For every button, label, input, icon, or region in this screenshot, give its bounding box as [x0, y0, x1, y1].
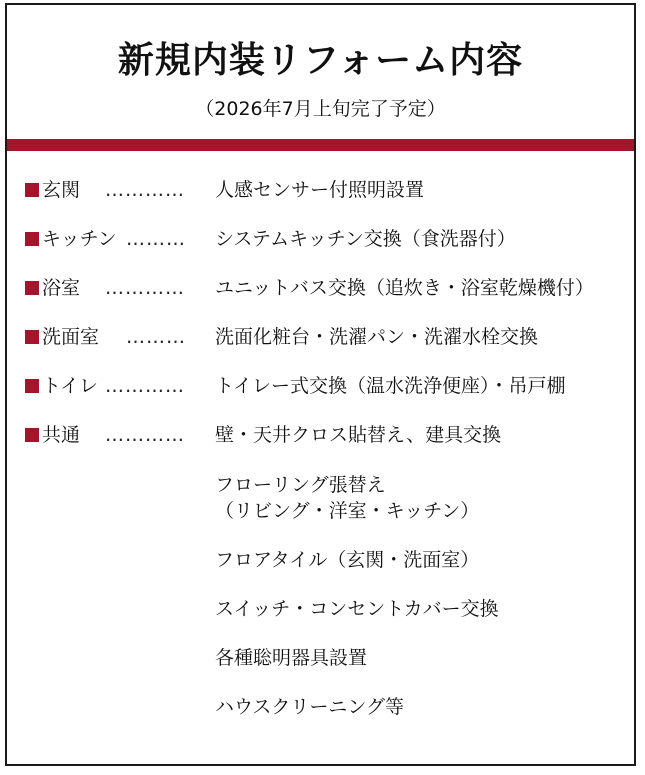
- completion-date: （2026年7月上旬完了予定）: [195, 98, 446, 120]
- dot-leader: …………: [105, 179, 185, 201]
- divider-bar: [7, 139, 634, 151]
- common-extra-switch-cover: [215, 596, 499, 622]
- item-content: トイレー式交換（温水洗浄便座）・吊戸棚: [215, 375, 566, 397]
- extra-line: フロアタイル（玄関・洗面室）: [215, 549, 480, 571]
- dot-leader: ………: [126, 326, 186, 348]
- list-item-kitchen: [25, 224, 630, 273]
- item-content: 人感センサー付照明設置: [215, 179, 425, 201]
- square-bullet-icon: [25, 183, 39, 197]
- item-content: ユニットバス交換（追炊き・浴室乾燥機付）: [215, 277, 594, 299]
- extra-line: フローリング張替え: [215, 474, 386, 496]
- item-label: トイレ: [42, 375, 99, 397]
- square-bullet-icon: [25, 379, 39, 393]
- extra-line: 各種聡明器具設置: [215, 647, 368, 669]
- list-item-bathroom: [25, 273, 630, 322]
- item-label: 浴室: [42, 277, 81, 299]
- dot-leader: ………: [126, 228, 186, 250]
- common-extra-floor-tile: [215, 547, 479, 573]
- list-item-washroom: [25, 322, 630, 371]
- dot-leader: …………: [105, 424, 185, 446]
- renovation-list: [25, 175, 630, 469]
- common-extra-cleaning: [215, 694, 404, 720]
- renovation-box: [5, 3, 636, 766]
- extra-line: ハウスクリーニング等: [215, 696, 405, 718]
- list-item-genkan: [25, 175, 630, 224]
- dot-leader: …………: [105, 375, 185, 397]
- item-content: 壁・天井クロス貼替え、建具交換: [215, 424, 502, 446]
- square-bullet-icon: [25, 330, 39, 344]
- list-item-common: [25, 420, 630, 469]
- list-item-toilet: [25, 371, 630, 420]
- square-bullet-icon: [25, 232, 39, 246]
- item-label: 洗面室: [42, 326, 100, 348]
- item-content: システムキッチン交換（食洗器付）: [215, 228, 516, 250]
- common-extra-flooring: [215, 472, 479, 524]
- item-label: 共通: [42, 424, 81, 446]
- item-content: 洗面化粧台・洗濯パン・洗濯水栓交換: [215, 326, 539, 348]
- extra-line: （リビング・洋室・キッチン）: [215, 500, 480, 522]
- extra-line: スイッチ・コンセントカバー交換: [215, 598, 499, 620]
- dot-leader: …………: [105, 277, 185, 299]
- page-title: 新規内装リフォーム内容: [117, 40, 524, 81]
- square-bullet-icon: [25, 428, 39, 442]
- item-label: 玄関: [42, 179, 81, 201]
- item-label: キッチン: [42, 228, 117, 250]
- square-bullet-icon: [25, 281, 39, 295]
- common-extra-lighting: [215, 645, 367, 671]
